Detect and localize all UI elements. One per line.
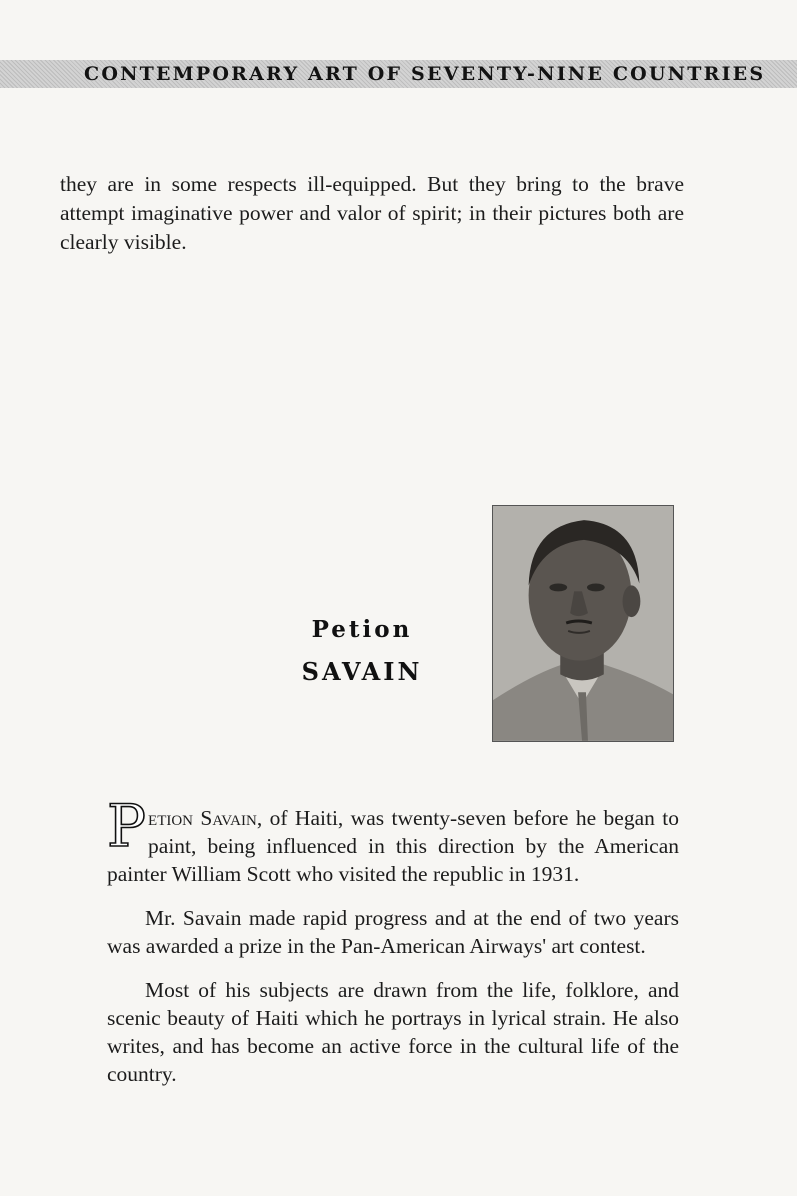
artist-portrait-photo (492, 505, 674, 742)
biography (107, 792, 679, 1104)
bio-paragraph-1-text: of Haiti, was twenty-seven before he began to paint, being influenced in this direction by the American painter William Scott who visited the republic in 1931. (107, 806, 679, 886)
bio-paragraph-3: Most of his subjects are drawn from the life, folklore, and scenic beauty of Haiti which he portrays in lyrical strain. He also writes, and has become an active force in the cultural life of the country. (107, 978, 679, 1086)
bio-paragraph-1 (107, 792, 679, 888)
artist-first-name: Petion (311, 616, 413, 643)
intro-paragraph: they are in some respects ill-equipped. But they bring to the brave attempt imaginative power and valor of spirit; in their pictures both are clearly visible. (60, 172, 684, 254)
artist-last-name: SAVAIN (301, 657, 423, 686)
drop-cap: P (107, 792, 147, 860)
running-header: CONTEMPORARY ART OF SEVENTY-NINE COUNTRIES (84, 63, 766, 85)
bio-paragraph-2: Mr. Savain made rapid progress and at the end of two years was awarded a prize in the Pan-American Airways' art contest. (107, 906, 679, 958)
bio-lead-name: etion Savain, (148, 806, 263, 830)
